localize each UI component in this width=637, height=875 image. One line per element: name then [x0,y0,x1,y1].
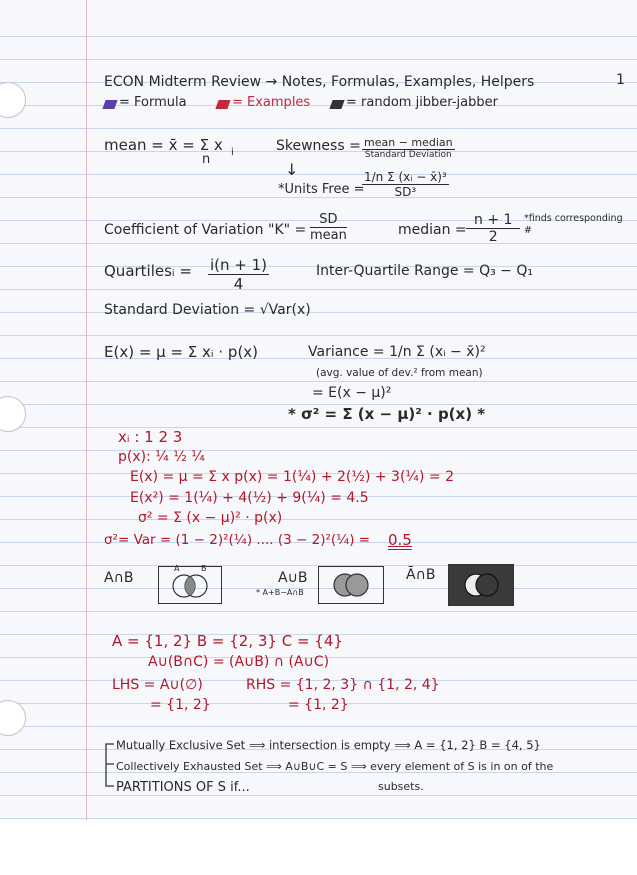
skewness-fraction [362,136,455,160]
median-numerator: n + 1 [466,212,520,229]
binder-hole [0,82,26,118]
quartiles-fraction [208,256,269,293]
distributive-law: A∪(B∩C) = (A∪B) ∩ (A∪C) [148,654,330,670]
mutually-exclusive-note: Mutually Exclusive Set ⟹ intersection is empty ⟹ A = {1, 2} B = {4, 5} [116,738,541,752]
legend-jibber: = random jibber-jabber [346,95,498,110]
variance-result: 0.5 [388,531,412,549]
units-free-fraction [362,170,449,199]
venn-complement-drawing [449,565,513,605]
lhs-result: = {1, 2} [150,697,211,713]
mean-subscript: i [231,147,234,158]
variance-expectation: = E(x − μ)² [312,385,392,401]
quartiles-label: Quartilesᵢ = [104,262,192,280]
median-label: median = [398,222,467,238]
jibber-color-swatch [329,100,344,109]
quartiles-denominator: 4 [233,275,244,293]
bracket-icon [102,740,116,790]
variance-note: (avg. value of dev.² from mean) [316,367,483,379]
units-free-label: *Units Free = [278,182,365,197]
partitions-note: PARTITIONS OF S if... [116,780,250,795]
cv-denominator: mean [310,228,347,243]
venn-intersection [158,566,222,604]
quartiles-numerator: i(n + 1) [210,256,268,274]
cv-fraction [310,212,347,243]
variance-computation: σ²= Var = (1 − 2)²(¼) .... (3 − 2)²(¼) = [104,532,371,548]
median-denominator: 2 [488,229,498,245]
median-note: *finds corresponding # [524,213,623,236]
skewness-denominator: Standard Deviation [364,150,452,160]
rhs-line: RHS = {1, 2, 3} ∩ {1, 2, 4} [246,677,440,693]
skewness-numerator: mean − median [364,136,453,149]
sd-formula: Standard Deviation = √Var(x) [104,302,311,318]
set-definitions: A = {1, 2} B = {2, 3} C = {4} [112,632,343,650]
sigma-computation: σ² = Σ (x − μ)² · p(x) [138,510,283,526]
venn-complement [448,564,514,606]
venn-union-drawing [319,567,383,603]
ex-computation: E(x) = μ = Σ x p(x) = 1(¼) + 2(½) + 3(¼) = 2 [130,469,454,485]
intersection-label: A∩B [104,570,134,586]
rhs-result: = {1, 2} [288,697,349,713]
binder-hole [0,700,26,736]
cv-numerator: SD [310,212,347,228]
iqr-formula: Inter-Quartile Range = Q₃ − Q₁ [316,263,533,279]
collectively-exhausted-note: Collectively Exhausted Set ⟹ A∪B∪C = S ⟹ every element of S is in on of the [116,760,554,773]
complement-intersection-label: Ā∩B [406,567,436,583]
legend-examples: = Examples [232,95,311,110]
venn-label-a: A [174,564,180,573]
down-arrow: ↓ [285,160,299,179]
units-free-denominator: SD³ [394,185,417,199]
px-row: p(x): ¼ ½ ¼ [118,449,205,465]
venn-label-b: B [201,564,207,573]
venn-union [318,566,384,604]
page-number: 1 [616,72,625,88]
venn-intersection-drawing [159,567,221,603]
formula-color-swatch [102,100,117,109]
sigma-squared-formula: * σ² = Σ (x − μ)² · p(x) * [288,405,486,423]
lhs-line: LHS = A∪(∅) [112,677,203,693]
union-label: A∪B [278,570,308,586]
ex2-computation: E(x²) = 1(¼) + 4(½) + 9(¼) = 4.5 [130,490,369,506]
mean-denominator: n [202,152,211,167]
cv-label: Coefficient of Variation "K" = [104,222,307,238]
skewness-label: Skewness = [276,138,361,154]
units-free-numerator: 1/n Σ (xᵢ − x̄)³ [364,170,447,184]
binder-hole [0,396,26,432]
margin-line [86,0,87,820]
subsets-note: subsets. [378,780,424,793]
page-title: ECON Midterm Review → Notes, Formulas, Examples, Helpers [104,74,535,90]
union-note: * A+B−A∩B [256,588,304,597]
expected-value-formula: E(x) = μ = Σ xᵢ · p(x) [104,343,259,361]
variance-formula: Variance = 1/n Σ (xᵢ − x̄)² [308,344,486,360]
xi-row: xᵢ : 1 2 3 [118,428,183,446]
legend-formula: = Formula [119,95,187,110]
mean-formula: mean = x̄ = Σ x [104,136,223,154]
examples-color-swatch [215,100,230,109]
median-fraction [466,212,520,245]
